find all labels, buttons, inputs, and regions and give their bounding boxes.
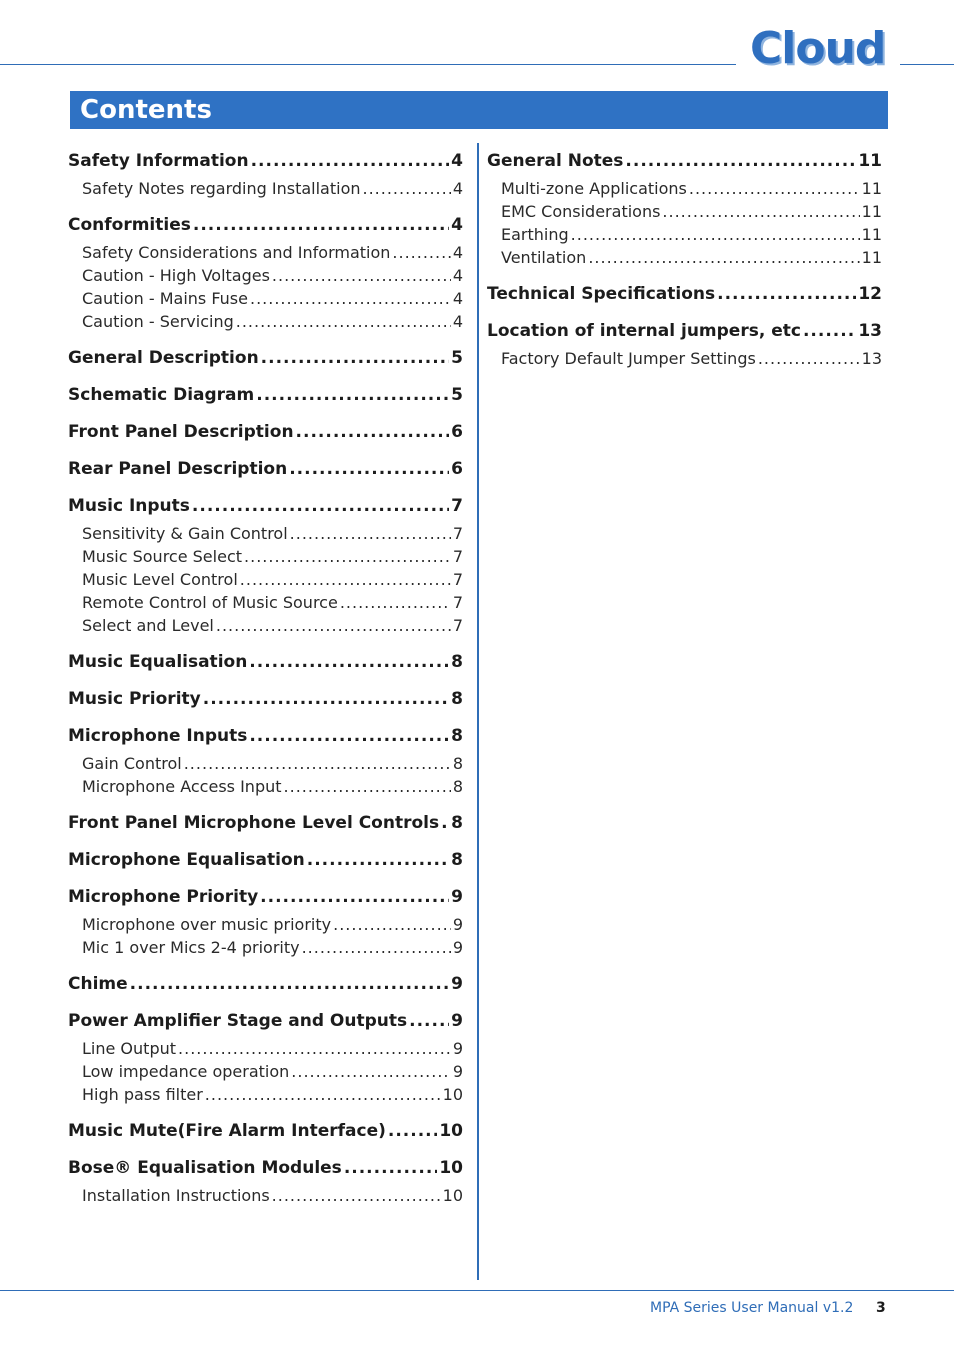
- toc-section-entry[interactable]: [68, 384, 463, 407]
- toc-section-entry-title: Microphone Equalisation: [68, 850, 305, 870]
- toc-section-entry[interactable]: [68, 1120, 463, 1143]
- toc-subsection-entry-title: Music Source Select: [82, 547, 243, 566]
- toc-subsection-entry-page-number: 4: [452, 243, 463, 262]
- dot-leader: [272, 1184, 441, 1207]
- toc-subsection-entry[interactable]: [82, 568, 463, 591]
- toc-section-entry-page-number: 9: [451, 974, 463, 994]
- toc-section-entry-page-number: 8: [451, 726, 463, 746]
- toc-subsection-entry-page-number: 4: [452, 289, 463, 308]
- toc-subsection-entry[interactable]: [82, 1037, 463, 1060]
- toc-subsection-entry-title: Multi-zone Applications: [501, 179, 687, 198]
- toc-section-entry-page-number: 8: [451, 652, 463, 672]
- toc-section-entry-title: Chime: [68, 974, 128, 994]
- toc-subsection-entry[interactable]: [82, 936, 463, 959]
- toc-subsection-entry-page-number: 11: [861, 225, 882, 244]
- toc-subsection-entry-title: Earthing: [501, 225, 569, 244]
- toc-section-entry-title: General Description: [68, 348, 259, 368]
- dot-leader: [240, 568, 451, 591]
- toc-section-entry-title: General Notes: [487, 151, 624, 171]
- toc-section-entry[interactable]: [68, 812, 463, 835]
- dot-leader: [236, 310, 451, 333]
- dot-leader: [340, 591, 451, 614]
- toc-subsection-entry[interactable]: [82, 1060, 463, 1083]
- toc-subsection-entry-page-number: 9: [452, 1062, 463, 1081]
- dot-leader: [344, 1157, 438, 1180]
- toc-subsection-entry-title: Safety Considerations and Information: [82, 243, 391, 262]
- dot-leader: [588, 246, 859, 269]
- toc-subsection-entry-page-number: 7: [452, 616, 463, 635]
- page-title: Contents: [80, 95, 212, 125]
- dot-leader: [272, 264, 451, 287]
- toc-subsection-entry-page-number: 10: [442, 1186, 463, 1205]
- toc-subsection-entry-title: Safety Notes regarding Installation: [82, 179, 361, 198]
- toc-subsection-entry-page-number: 7: [452, 524, 463, 543]
- toc-subsection-entry-title: Select and Level: [82, 616, 214, 635]
- dot-leader: [302, 936, 451, 959]
- dot-leader: [260, 886, 449, 909]
- toc-section-entry-title: Power Amplifier Stage and Outputs: [68, 1011, 408, 1031]
- toc-right-column: [487, 150, 882, 370]
- toc-section-entry[interactable]: [68, 1157, 463, 1180]
- toc-section-entry-title: Music Priority: [68, 689, 201, 709]
- toc-subsection-entry-page-number: 11: [861, 179, 882, 198]
- toc-section-entry-page-number: 13: [858, 321, 882, 341]
- toc-section-entry-title: Front Panel Microphone Level Controls: [68, 813, 440, 833]
- toc-section-entry[interactable]: [68, 150, 463, 173]
- dot-leader: [261, 347, 449, 370]
- dot-leader: [758, 347, 860, 370]
- toc-subsection-entry-page-number: 11: [861, 202, 882, 221]
- toc-section-entry-title: Conformities: [68, 215, 191, 235]
- toc-section-entry[interactable]: [68, 688, 463, 711]
- toc-section-entry-page-number: 4: [451, 215, 463, 235]
- toc-section-entry-title: Microphone Priority: [68, 887, 259, 907]
- toc-section-entry[interactable]: [68, 458, 463, 481]
- toc-section-entry[interactable]: [487, 283, 882, 306]
- toc-subsection-entry-page-number: 8: [452, 777, 463, 796]
- toc-subsection-entry-title: High pass filter: [82, 1085, 203, 1104]
- toc-subsection-entry-title: Caution - Mains Fuse: [82, 289, 248, 308]
- toc-subsection-entry[interactable]: [501, 177, 882, 200]
- toc-subsection-entry-title: Caution - High Voltages: [82, 266, 270, 285]
- toc-subsection-entry[interactable]: [82, 522, 463, 545]
- toc-subsection-entry[interactable]: [82, 775, 463, 798]
- toc-section-entry[interactable]: [68, 886, 463, 909]
- toc-section-entry-page-number: 6: [451, 422, 463, 442]
- toc-subsection-entry-page-number: 9: [452, 938, 463, 957]
- dot-leader: [803, 320, 856, 343]
- footer-manual-label: MPA Series User Manual v1.2: [650, 1300, 854, 1316]
- dot-leader: [333, 913, 451, 936]
- dot-leader: [662, 200, 859, 223]
- toc-section-entry-title: Music Mute(Fire Alarm Interface): [68, 1121, 386, 1141]
- toc-subsection-entry-page-number: 4: [452, 312, 463, 331]
- toc-subsection-entry[interactable]: [82, 1184, 463, 1207]
- toc-subsection-entry[interactable]: [501, 246, 882, 269]
- toc-subsection-entry-title: Ventilation: [501, 248, 587, 267]
- toc-subsection-entry-page-number: 11: [861, 248, 882, 267]
- toc-subsection-entry-page-number: 8: [452, 754, 463, 773]
- dot-leader: [290, 522, 451, 545]
- footer-rule: [0, 1290, 954, 1291]
- toc-section-entry-page-number: 4: [451, 151, 463, 171]
- toc-section-entry[interactable]: [68, 725, 463, 748]
- toc-section-entry-page-number: 7: [451, 496, 463, 516]
- toc-subsection-entry[interactable]: [82, 310, 463, 333]
- toc-subsection-entry-page-number: 9: [452, 1039, 463, 1058]
- toc-section-entry[interactable]: [68, 421, 463, 444]
- dot-leader: [284, 775, 451, 798]
- dot-leader: [205, 1083, 441, 1106]
- toc-section-entry[interactable]: [487, 320, 882, 343]
- toc-subsection-entry-title: Music Level Control: [82, 570, 238, 589]
- dot-leader: [689, 177, 860, 200]
- toc-subsection-entry-title: Caution - Servicing: [82, 312, 234, 331]
- dot-leader: [256, 384, 449, 407]
- dot-leader: [249, 651, 449, 674]
- dot-leader: [571, 223, 860, 246]
- toc-section-entry-title: Location of internal jumpers, etc: [487, 321, 801, 341]
- dot-leader: [392, 241, 450, 264]
- dot-leader: [216, 614, 451, 637]
- toc-subsection-entry-page-number: 4: [452, 179, 463, 198]
- dot-leader: [178, 1037, 451, 1060]
- toc-subsection-entry[interactable]: [82, 591, 463, 614]
- toc-section-entry[interactable]: [68, 214, 463, 237]
- dot-leader: [409, 1010, 449, 1033]
- dot-leader: [296, 421, 450, 444]
- footer-page-number: 3: [876, 1300, 886, 1316]
- toc-section-entry[interactable]: [487, 150, 882, 173]
- toc-section-entry[interactable]: [68, 495, 463, 518]
- toc-subsection-entry[interactable]: [82, 545, 463, 568]
- toc-section-entry[interactable]: [68, 849, 463, 872]
- toc-section-entry-title: Music Inputs: [68, 496, 190, 516]
- toc-section-entry-page-number: 12: [858, 284, 882, 304]
- toc-subsection-entry[interactable]: [82, 913, 463, 936]
- dot-leader: [203, 688, 449, 711]
- toc-subsection-entry-page-number: 7: [452, 593, 463, 612]
- dot-leader: [250, 287, 451, 310]
- dot-leader: [130, 973, 450, 996]
- toc-subsection-entry[interactable]: [82, 1083, 463, 1106]
- toc-section-entry-page-number: 5: [451, 348, 463, 368]
- toc-section-entry-page-number: 8: [451, 850, 463, 870]
- toc-subsection-entry-title: Factory Default Jumper Settings: [501, 349, 756, 368]
- toc-subsection-entry-page-number: 13: [861, 349, 882, 368]
- toc-section-entry-title: Microphone Inputs: [68, 726, 248, 746]
- dot-leader: [625, 150, 856, 173]
- dot-leader: [307, 849, 449, 872]
- toc-subsection-entry[interactable]: [82, 752, 463, 775]
- dot-leader: [717, 283, 856, 306]
- toc-section-entry-page-number: 10: [439, 1158, 463, 1178]
- dot-leader: [244, 545, 451, 568]
- toc-subsection-entry-title: Microphone over music priority: [82, 915, 332, 934]
- toc-section-entry-title: Music Equalisation: [68, 652, 248, 672]
- column-divider: [477, 143, 479, 1280]
- toc-subsection-entry[interactable]: [501, 347, 882, 370]
- toc-section-entry-page-number: 8: [451, 689, 463, 709]
- toc-subsection-entry-title: Mic 1 over Mics 2-4 priority: [82, 938, 300, 957]
- header-rule-right: [900, 64, 954, 65]
- toc-subsection-entry-title: Line Output: [82, 1039, 177, 1058]
- toc-section-entry-title: Bose® Equalisation Modules: [68, 1158, 342, 1178]
- toc-subsection-entry-title: Low impedance operation: [82, 1062, 290, 1081]
- toc-section-entry[interactable]: [68, 973, 463, 996]
- dot-leader: [251, 150, 450, 173]
- toc-section-entry-page-number: 8: [451, 813, 463, 833]
- toc-section-entry-page-number: 10: [439, 1121, 463, 1141]
- toc-subsection-entry-page-number: 10: [442, 1085, 463, 1104]
- toc-subsection-entry[interactable]: [82, 264, 463, 287]
- toc-section-entry[interactable]: [68, 1010, 463, 1033]
- toc-section-entry-page-number: 11: [858, 151, 882, 171]
- dot-leader: [249, 725, 449, 748]
- toc-subsection-entry-title: Installation Instructions: [82, 1186, 270, 1205]
- toc-section-entry-title: Technical Specifications: [487, 284, 716, 304]
- toc-subsection-entry-title: Sensitivity & Gain Control: [82, 524, 288, 543]
- dot-leader: [441, 812, 449, 835]
- toc-subsection-entry-title: EMC Considerations: [501, 202, 661, 221]
- toc-section-entry[interactable]: [68, 651, 463, 674]
- toc-section-entry-page-number: 9: [451, 1011, 463, 1031]
- toc-subsection-entry-title: Microphone Access Input: [82, 777, 282, 796]
- toc-subsection-entry[interactable]: [82, 177, 463, 200]
- toc-subsection-entry[interactable]: [82, 241, 463, 264]
- toc-section-entry-title: Safety Information: [68, 151, 249, 171]
- toc-section-entry-title: Front Panel Description: [68, 422, 294, 442]
- toc-subsection-entry-page-number: 7: [452, 570, 463, 589]
- toc-subsection-entry-title: Remote Control of Music Source: [82, 593, 338, 612]
- dot-leader: [388, 1120, 437, 1143]
- toc-subsection-entry[interactable]: [82, 287, 463, 310]
- dot-leader: [193, 214, 449, 237]
- toc-section-entry-title: Rear Panel Description: [68, 459, 288, 479]
- dot-leader: [192, 495, 449, 518]
- toc-section-entry[interactable]: [68, 347, 463, 370]
- dot-leader: [363, 177, 451, 200]
- dot-leader: [289, 458, 449, 481]
- toc-section-entry-title: Schematic Diagram: [68, 385, 255, 405]
- toc-subsection-entry-title: Gain Control: [82, 754, 182, 773]
- dot-leader: [184, 752, 451, 775]
- toc-left-column: [68, 150, 463, 1207]
- toc-subsection-entry[interactable]: [501, 200, 882, 223]
- toc-section-entry-page-number: 6: [451, 459, 463, 479]
- toc-subsection-entry[interactable]: [501, 223, 882, 246]
- toc-subsection-entry[interactable]: [82, 614, 463, 637]
- toc-section-entry-page-number: 9: [451, 887, 463, 907]
- cloud-logo: Cloud: [750, 23, 886, 74]
- dot-leader: [291, 1060, 451, 1083]
- contents-banner: [70, 91, 888, 129]
- toc-subsection-entry-page-number: 7: [452, 547, 463, 566]
- toc-subsection-entry-page-number: 4: [452, 266, 463, 285]
- toc-subsection-entry-page-number: 9: [452, 915, 463, 934]
- header-rule-left: [0, 64, 736, 65]
- toc-section-entry-page-number: 5: [451, 385, 463, 405]
